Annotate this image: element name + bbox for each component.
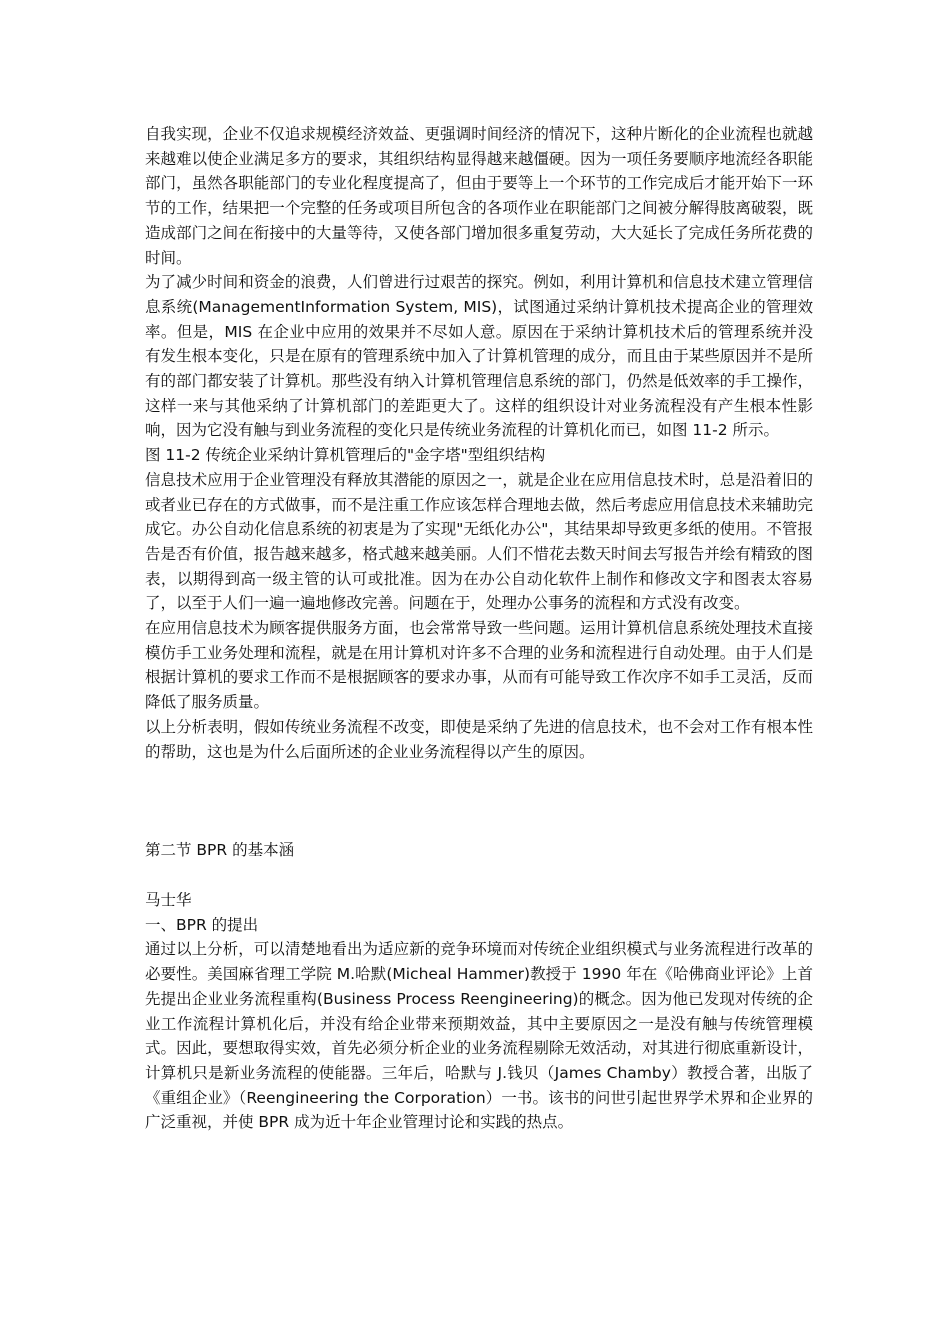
subsection-title: 一、BPR 的提出 <box>145 915 259 934</box>
section-spacer <box>145 764 813 838</box>
body-paragraph-3: 信息技术应用于企业管理没有释放其潜能的原因之一，就是企业在应用信息技术时，总是沿着旧的或者业已存在的方式做事，而不是注重工作应该怎样合理地去做，然后考虑应用信息技术来辅助完成它。办公自动化信息系统的初衷是为了实现"无纸化办公"，其结果却导致更多纸的使用。不管报告是否有价值，报告越来越多，格式越来越美丽。人们不惜花去数天时间去写报告并绘有精致的图表，以期得到高一级主管的认可或批准。因为在办公自动化软件上制作和修改文字和图表太容易了，以至于人们一遍一遍地修改完善。问题在于，处理办公事务的流程和方式没有改变。 <box>145 470 813 613</box>
section-title: 第二节 BPR 的基本涵 <box>145 841 295 860</box>
author-name: 马士华 <box>145 890 192 909</box>
body-paragraph-2: 为了减少时间和资金的浪费，人们曾进行过艰苦的探究。例如，利用计算机和信息技术建立管理信息系统(ManagementInformation System, MIS)，试图通过采纳计算机技术提高企业的管理效率。但是，MIS 在企业中应用的效果并不尽如人意。原因在于采纳计算机技术后的管理系统并没有发生根本变化，只是在原有的管理系统中加入了计算机管理的成分，而且由于某些原因并不是所有的部门都安装了计算机。那些没有纳入计算机管理信息系统的部门，仍然是低效率的手工操作，这样一来与其他采纳了计算机部门的差距更大了。这样的组织设计对业务流程没有产生根本性影响，因为它没有触与到业务流程的变化只是传统业务流程的计算机化而已，如图 11-2 所示。 <box>145 273 813 440</box>
author-spacer <box>145 863 813 888</box>
body-paragraph-4: 在应用信息技术为顾客提供服务方面，也会常常导致一些问题。运用计算机信息系统处理技术直接模仿手工业务处理和流程，就是在用计算机对许多不合理的业务和流程进行自动处理。由于人们是根据计算机的要求工作而不是根据顾客的要求办事，从而有可能导致工作次序不如手工灵活，反而降低了服务质量。 <box>145 619 813 712</box>
figure-caption: 图 11-2 传统企业采纳计算机管理后的"金字塔"型组织结构 <box>145 446 546 465</box>
body-paragraph-6: 通过以上分析，可以清楚地看出为适应新的竞争环境而对传统企业组织模式与业务流程进行改革的必要性。美国麻省理工学院 M.哈默(Micheal Hammer)教授于 1990 年在《哈佛商业评论》上首先提出企业业务流程重构(Business Process Reengineering)的概念。因为他已发现对传统的企业工作流程计算机化后，并没有给企业带来预期效益，其中主要原因之一是没有触与传统管理模式。因此，要想取得实效，首先必须分析企业的业务流程剔除无效活动，对其进行彻底重新设计，计算机只是新业务流程的使能器。三年后，哈默与 J.钱贝（James Chamby）教授合著，出版了《重组企业》（Reengineering the Corporation）一书。该书的问世引起世界学术界和企业界的广泛重视，并使 BPR 成为近十年企业管理讨论和实践的热点。 <box>145 940 813 1132</box>
document-page <box>145 122 813 1135</box>
body-paragraph-5: 以上分析表明，假如传统业务流程不改变，即使是采纳了先进的信息技术，也不会对工作有根本性的帮助，这也是为什么后面所述的企业业务流程得以产生的原因。 <box>145 717 813 761</box>
body-paragraph-1: 自我实现，企业不仅追求规模经济效益、更强调时间经济的情况下，这种片断化的企业流程也就越来越难以使企业满足多方的要求，其组织结构显得越来越僵硬。因为一项任务要顺序地流经各职能部门，虽然各职能部门的专业化程度提高了，但由于要等上一个环节的工作完成后才能开始下一环节的工作，结果把一个完整的任务或项目所包含的各项作业在职能部门之间被分解得肢离破裂，既造成部门之间在衔接中的大量等待，又使各部门增加很多重复劳动，大大延长了完成任务所花费的时间。 <box>145 125 813 267</box>
